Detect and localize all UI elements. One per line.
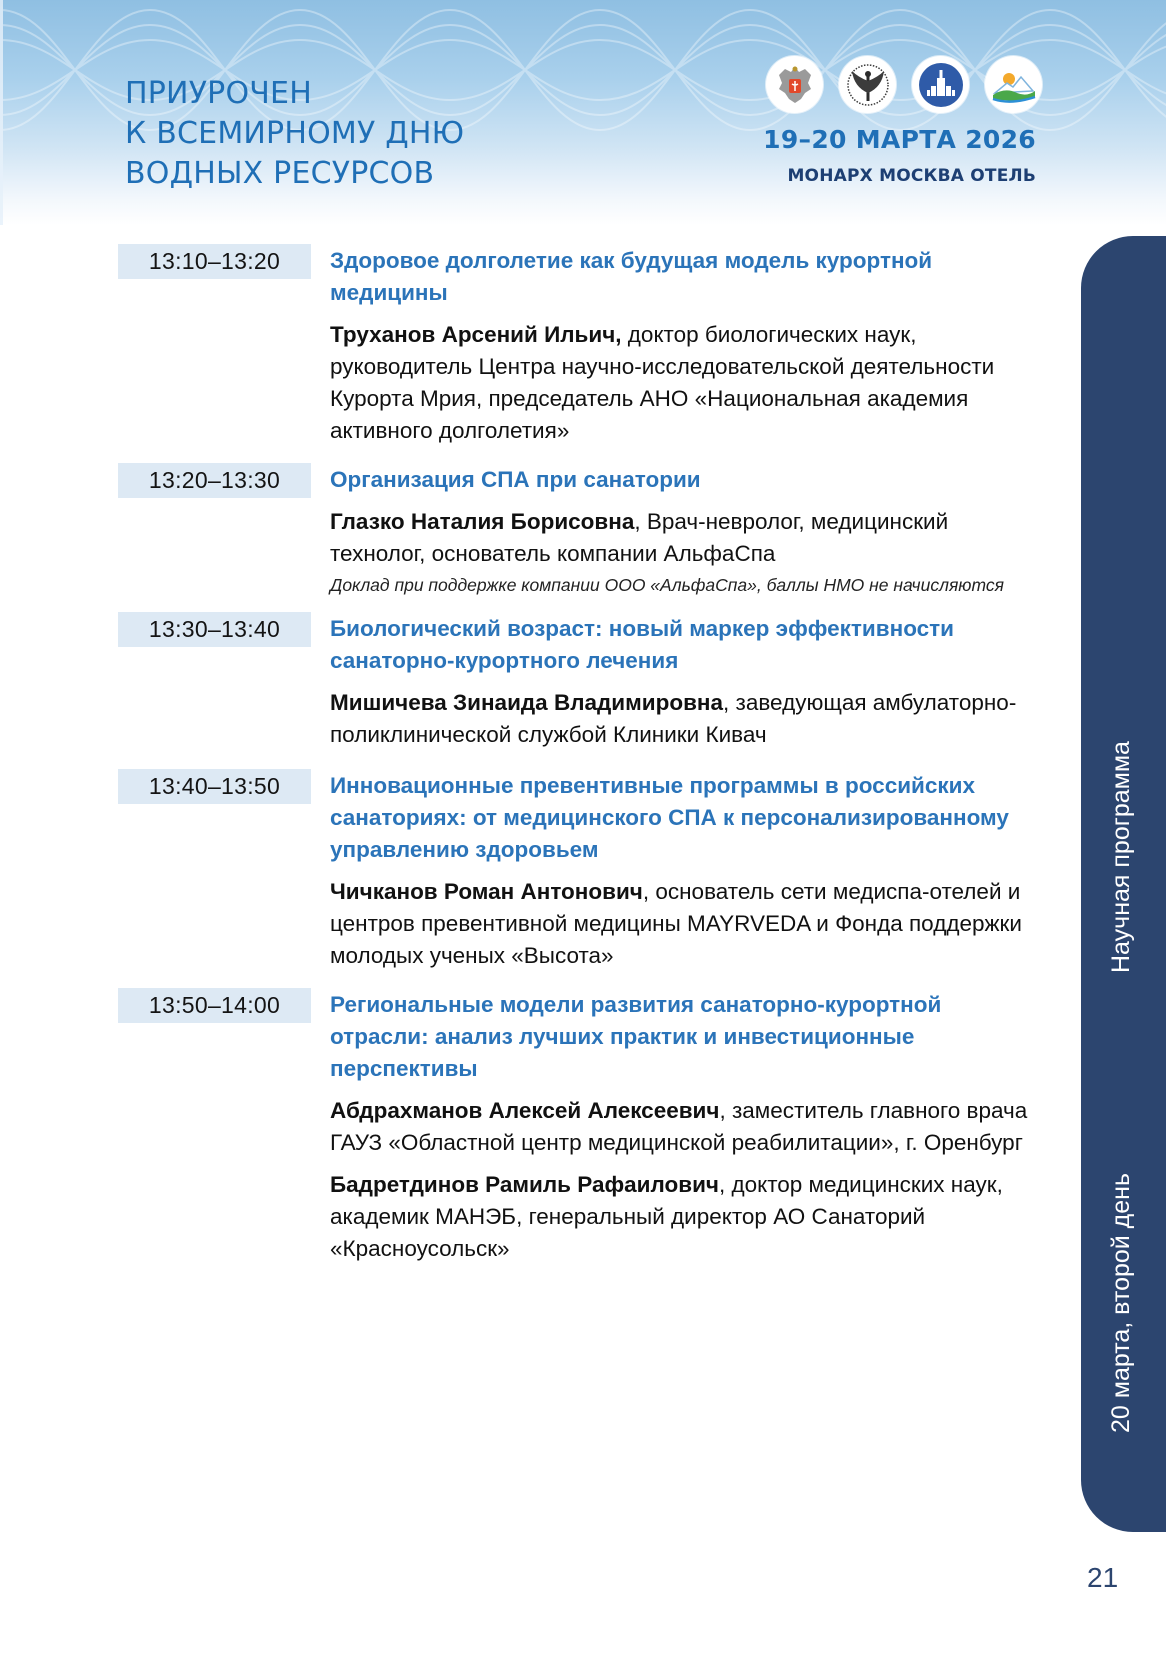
speaker-description: , заведующая амбулаторно-поликлинической службой Клиники Кивач [330, 690, 1017, 747]
speaker-description: , Врач-невролог, медицинский технолог, основатель компании АльфаСпа [330, 509, 949, 566]
talk-title: Здоровое долголетие как будущая модель курортной медицины [330, 248, 933, 305]
talk-title: Инновационные превентивные программы в российских санаториях: от медицинского СПА к персонализированному управлению здоровьем [330, 773, 1009, 862]
speaker [330, 876, 1038, 972]
header-title-line: К ВСЕМИРНОМУ ДНЮ [125, 116, 465, 151]
header-banner [0, 0, 1166, 225]
speaker-name: Мишичева Зинаида Владимировна [330, 690, 724, 715]
speaker-name: Глазко Наталия Борисовна [330, 509, 635, 534]
time-badge: 13:50–14:00 [118, 988, 311, 1023]
speaker-name: Бадретдинов Рамиль Рафаилович [330, 1172, 719, 1197]
sponsorship-note: Доклад при поддержке компании ООО «АльфаСпа», баллы НМО не начисляются [330, 575, 1004, 595]
speaker-name: Труханов Арсений Ильич, [330, 322, 622, 347]
speaker-description: , основатель сети медиспа-отелей и центров превентивной медицины MAYRVEDA и Фонда поддержки молодых ученых «Высота» [330, 879, 1022, 968]
day-label: 20 марта, второй день [1107, 1172, 1135, 1433]
session-item [118, 244, 1038, 447]
header-edge-decoration [0, 0, 3, 225]
speaker [330, 506, 1038, 570]
header-title-line: ВОДНЫХ РЕСУРСОВ [125, 156, 435, 191]
speaker-description: , заместитель главного врача ГАУЗ «Областной центр медицинской реабилитации», г. Оренбург [330, 1098, 1028, 1155]
time-badge: 13:40–13:50 [118, 769, 311, 804]
speaker [330, 1169, 1038, 1265]
program-schedule [118, 244, 1038, 1279]
session-body [311, 769, 1038, 972]
session-item [118, 463, 1038, 596]
human-figure-wings-icon [839, 56, 896, 113]
talk-title: Региональные модели развития санаторно-курортной отрасли: анализ лучших практик и инвестиционные перспективы [330, 992, 942, 1081]
time-badge: 13:20–13:30 [118, 463, 311, 498]
mountain-sun-wave-icon [985, 56, 1042, 113]
section-side-tab [1081, 236, 1166, 1532]
speaker [330, 319, 1038, 447]
session-body [311, 988, 1038, 1265]
header-title [125, 74, 464, 194]
time-badge: 13:10–13:20 [118, 244, 311, 279]
ministry-of-health-emblem-icon [766, 56, 823, 113]
session-body [311, 463, 1038, 596]
event-venue: МОНАРХ МОСКВА ОТЕЛЬ [787, 166, 1036, 186]
time-badge: 13:30–13:40 [118, 612, 311, 647]
header-title-line: ПРИУРОЧЕН [125, 76, 312, 111]
speaker-description: доктор биологических наук, руководитель Центра научно-исследовательской деятельности Курорта Мрия, председатель АНО «Национальная академия активного долголетия» [330, 322, 995, 443]
session-body [311, 612, 1038, 751]
section-label: Научная программа [1107, 741, 1135, 973]
session-item [118, 769, 1038, 972]
speaker-name: Чичканов Роман Антонович [330, 879, 643, 904]
page-number: 21 [1087, 1562, 1119, 1593]
speaker-name: Абдрахманов Алексей Алексеевич [330, 1098, 720, 1123]
session-body [311, 244, 1038, 447]
talk-title: Организация СПА при санатории [330, 467, 701, 492]
speaker [330, 687, 1038, 751]
event-date: 19–20 МАРТА 2026 [763, 125, 1036, 154]
speaker-description: , доктор медицинских наук, академик МАНЭБ, генеральный директор АО Санаторий «Красноусольск» [330, 1172, 1003, 1261]
speaker [330, 1095, 1038, 1159]
university-building-icon [912, 56, 969, 113]
session-item [118, 988, 1038, 1265]
session-item [118, 612, 1038, 751]
talk-title: Биологический возраст: новый маркер эффективности санаторно-курортного лечения [330, 616, 955, 673]
partner-logos [766, 56, 1042, 113]
